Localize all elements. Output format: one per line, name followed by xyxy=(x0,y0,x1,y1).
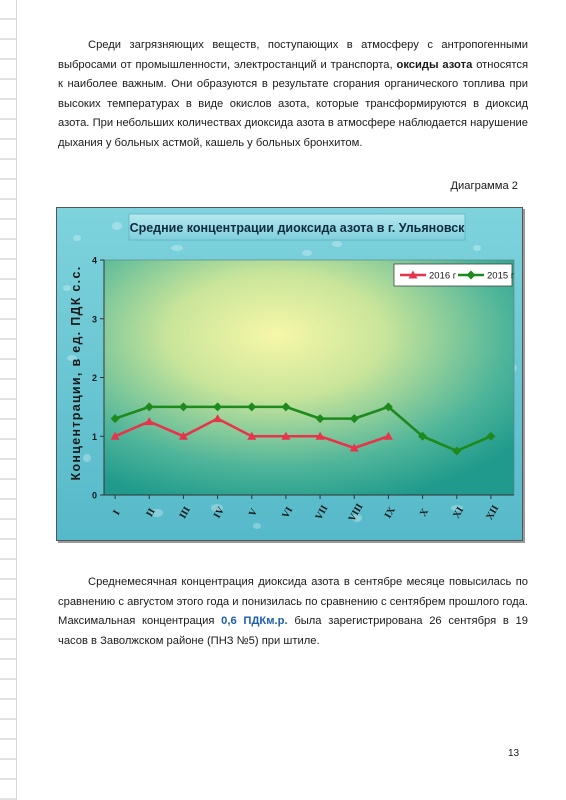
x-tick-label: II xyxy=(144,506,158,519)
x-tick-label: VII xyxy=(313,503,331,523)
x-tick-label: I xyxy=(111,508,123,518)
y-tick-label: 3 xyxy=(91,314,97,325)
binder-edge xyxy=(0,0,17,800)
y-tick-label: 2 xyxy=(91,373,97,383)
y-axis-label: Концентрации, в ед. ПДК с.с. xyxy=(69,265,83,481)
no2-line-chart xyxy=(57,208,522,540)
summary-text-part1: Среднемесячная концентрация диоксида азота в сентябре месяце повысилась по сравнению с августом этого года и понизилась по сравнению с сентябрем прошлого года. Максимальная концентрация xyxy=(58,576,528,628)
x-tick-label: IV xyxy=(211,505,227,521)
x-tick-label: IX xyxy=(382,505,398,521)
water-droplet xyxy=(253,523,261,529)
diagram-caption: Диаграмма 2 xyxy=(450,180,518,192)
legend xyxy=(394,264,515,286)
x-tick-label: VI xyxy=(280,505,296,521)
chart-frame xyxy=(56,207,523,541)
summary-text-part2: была зарегистрирована 26 сентября в 19 часов в Заволжском районе (ПНЗ №5) при штиле. xyxy=(58,615,528,647)
x-tick-label: XII xyxy=(484,503,502,523)
water-droplet xyxy=(83,454,91,462)
x-tick-label: X xyxy=(417,506,431,519)
y-tick-label: 0 xyxy=(91,490,97,501)
legend-label: 2015 г xyxy=(487,270,515,282)
x-tick-label: III xyxy=(177,504,193,521)
intro-text-part2: относятся к наиболее важным. Они образуются в результате сгорания органического топлива при высоких температурах в виде окислов азота, которые трансформируются в диоксид азота. При небольших количествах диоксида азота в атмосфере наблюдается нарушение дыхания у больных астмой, кашель у больных бронхитом. xyxy=(58,58,528,149)
chart-title: Средние концентрации диоксида азота в г. Ульяновск xyxy=(129,221,465,235)
water-droplet xyxy=(302,250,312,256)
max-concentration-value: 0,6 ПДКм.р. xyxy=(221,615,288,628)
y-tick-label: 1 xyxy=(91,431,97,442)
water-droplet xyxy=(332,241,342,247)
water-droplet xyxy=(171,245,183,251)
x-tick-label: VIII xyxy=(346,501,366,524)
water-droplet xyxy=(73,235,81,241)
legend-label: 2016 г xyxy=(429,270,457,282)
x-tick-label: XI xyxy=(451,505,467,521)
water-droplet xyxy=(112,222,122,230)
intro-paragraph xyxy=(58,36,528,154)
summary-paragraph xyxy=(58,573,528,651)
intro-text-part1: Среди загрязняющих веществ, поступающих в атмосферу с антропогенными выбросами от промышленности, электростанций и транспорта, xyxy=(58,39,528,71)
y-tick-label: 4 xyxy=(91,255,97,266)
x-tick-label: V xyxy=(247,506,261,519)
page-number: 13 xyxy=(508,748,520,759)
water-droplet xyxy=(473,245,481,251)
plot-area xyxy=(104,260,514,495)
intro-bold-term: оксиды азота xyxy=(396,58,473,71)
